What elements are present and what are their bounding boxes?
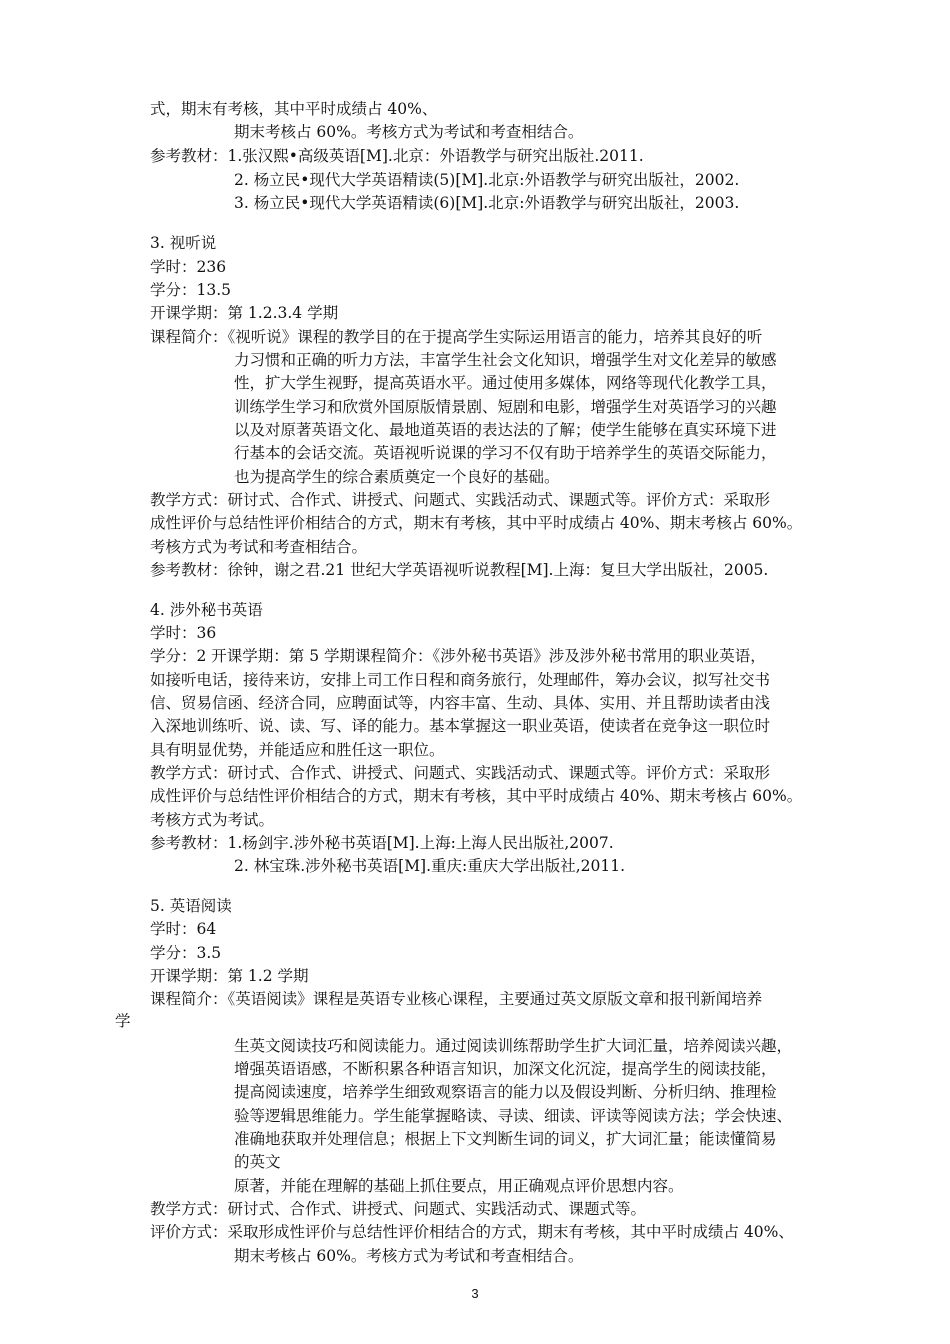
text-line: 提高阅读速度，培养学生细致观察语言的能力以及假设判断、分析归纳、推理检: [234, 1083, 777, 1101]
text-line: 性，扩大学生视野，提高英语水平。通过使用多媒体，网络等现代化教学工具，: [234, 374, 777, 392]
text-line: 2. 杨立民•现代大学英语精读(5)[M].北京:外语教学与研究出版社，2002.: [234, 171, 740, 189]
text-line: 教学方式：研讨式、合作式、讲授式、问题式、实践活动式、课题式等。: [150, 1200, 647, 1218]
text-line: 如接听电话，接待来访，安排上司工作日程和商务旅行，处理邮件，筹办会议，拟写社交书: [150, 671, 771, 689]
text-line: 行基本的会话交流。英语视听说课的学习不仅有助于培养学生的英语交际能力，: [234, 444, 777, 462]
text-line: 成性评价与总结性评价相结合的方式，期末有考核，其中平时成绩占 40%、期末考核占 60%。: [150, 787, 803, 805]
text-line: 考核方式为考试。: [150, 811, 275, 829]
text-line: 增强英语语感，不断积累各种语言知识，加深文化沉淀，提高学生的阅读技能，: [234, 1060, 777, 1078]
text-line: 式，期末有考核，其中平时成绩占 40%、: [150, 100, 438, 118]
text-line: 开课学期：第 1.2.3.4 学期: [150, 304, 339, 322]
text-line: 参考教材：1.杨剑宇.涉外秘书英语[M].上海:上海人民出版社,2007.: [150, 834, 614, 852]
text-line: 课程简介：《英语阅读》课程是英语专业核心课程，主要通过英文原版文章和报刊新闻培养: [150, 990, 763, 1008]
text-line: 学时：236: [150, 258, 227, 276]
text-line: 开课学期：第 1.2 学期: [150, 967, 309, 985]
text-line: 考核方式为考试和考查相结合。: [150, 538, 368, 556]
text-line: 学时：64: [150, 920, 217, 938]
text-line: 训练学生学习和欣赏外国原版情景剧、短剧和电影，增强学生对英语学习的兴趣: [234, 398, 777, 416]
text-line: 原著，并能在理解的基础上抓住要点，用正确观点评价思想内容。: [234, 1177, 684, 1195]
text-line: 学时：36: [150, 624, 217, 642]
text-line: 评价方式：采取形成性评价与总结性评价相结合的方式，期末有考核，其中平时成绩占 40%、: [150, 1223, 794, 1241]
text-line: 力习惯和正确的听力方法，丰富学生社会文化知识，增强学生对文化差异的敏感: [234, 351, 777, 369]
text-line: 具有明显优势，并能适应和胜任这一职位。: [150, 741, 445, 759]
text-line: 学分：3.5: [150, 944, 222, 962]
text-line: 信、贸易信函、经济合同，应聘面试等，内容丰富、生动、具体、实用、并且帮助读者由浅: [150, 694, 771, 712]
text-line: 以及对原著英语文化、最地道英语的表达法的了解；使学生能够在真实环境下进: [234, 421, 777, 439]
section-heading: 4. 涉外秘书英语: [150, 601, 263, 619]
text-line: 准确地获取并处理信息；根据上下文判断生词的词义，扩大词汇量；能读懂简易: [234, 1130, 777, 1148]
text-line: 参考教材：徐钟，谢之君.21 世纪大学英语视听说教程[M].上海：复旦大学出版社，2005.: [150, 561, 769, 579]
text-line: 也为提高学生的综合素质奠定一个良好的基础。: [234, 468, 560, 486]
text-line: 教学方式：研讨式、合作式、讲授式、问题式、实践活动式、课题式等。评价方式：采取形: [150, 491, 771, 509]
text-line: 3. 杨立民•现代大学英语精读(6)[M].北京:外语教学与研究出版社，2003.: [234, 194, 740, 212]
text-line: 学: [115, 1012, 131, 1030]
text-line: 参考教材：1.张汉熙•高级英语[M].北京：外语教学与研究出版社.2011.: [150, 147, 644, 165]
text-line: 的英文: [234, 1153, 281, 1171]
page-number: 3: [471, 1286, 479, 1301]
section-heading: 5. 英语阅读: [150, 897, 232, 915]
text-line: 学分：13.5: [150, 281, 232, 299]
text-line: 课程简介：《视听说》课程的教学目的在于提高学生实际运用语言的能力，培养其良好的听: [150, 328, 763, 346]
text-line: 学分：2 开课学期：第 5 学期课程简介：《涉外秘书英语》涉及涉外秘书常用的职业英语，: [150, 647, 766, 665]
text-line: 成性评价与总结性评价相结合的方式，期末有考核，其中平时成绩占 40%、期末考核占 60%。: [150, 514, 803, 532]
text-line: 验等逻辑思维能力。学生能掌握略读、寻读、细读、评读等阅读方法；学会快速、: [234, 1107, 793, 1125]
text-line: 2. 林宝珠.涉外秘书英语[M].重庆:重庆大学出版社,2011.: [234, 857, 626, 875]
section-heading: 3. 视听说: [150, 234, 217, 252]
text-line: 期末考核占 60%。考核方式为考试和考查相结合。: [234, 123, 584, 141]
text-line: 期末考核占 60%。考核方式为考试和考查相结合。: [234, 1247, 584, 1265]
text-line: 生英文阅读技巧和阅读能力。通过阅读训练帮助学生扩大词汇量，培养阅读兴趣，: [234, 1037, 793, 1055]
text-line: 入深地训练听、说、读、写、译的能力。基本掌握这一职业英语，使读者在竞争这一职位时: [150, 717, 771, 735]
text-line: 教学方式：研讨式、合作式、讲授式、问题式、实践活动式、课题式等。评价方式：采取形: [150, 764, 771, 782]
